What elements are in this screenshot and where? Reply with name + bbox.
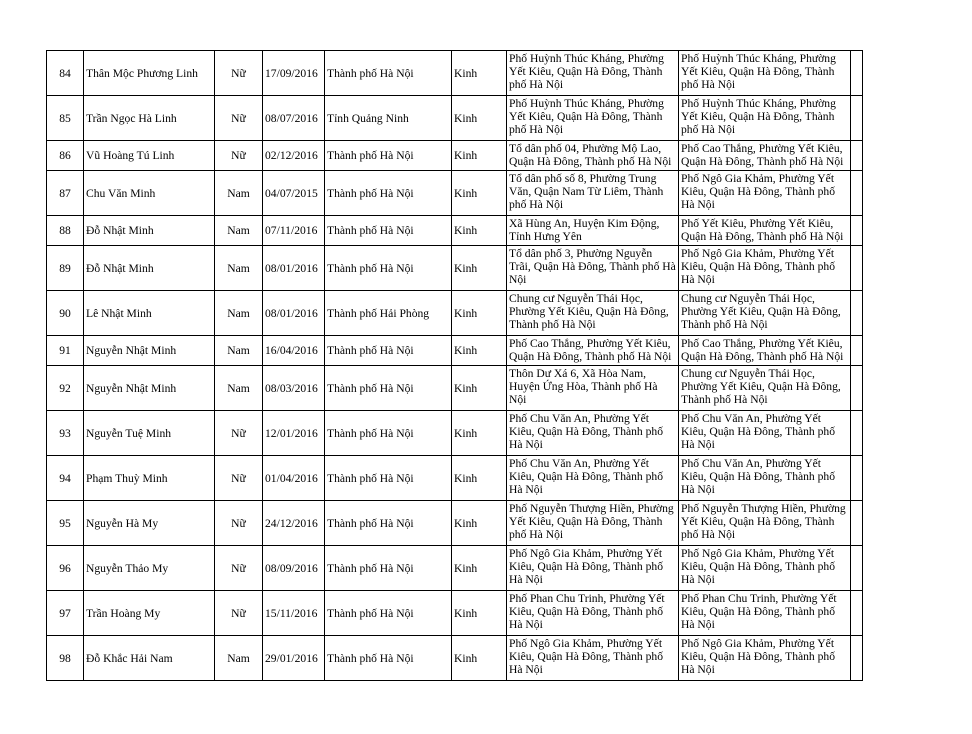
student-gender: Nam xyxy=(215,246,263,291)
note-cell xyxy=(851,291,863,336)
student-name: Nguyễn Nhật Minh xyxy=(84,366,215,411)
table-row xyxy=(47,591,863,636)
table-row xyxy=(47,456,863,501)
student-gender: Nữ xyxy=(215,591,263,636)
row-number: 94 xyxy=(47,456,84,501)
student-dob: 02/12/2016 xyxy=(263,141,325,171)
student-dob: 08/09/2016 xyxy=(263,546,325,591)
student-name: Trần Ngọc Hà Linh xyxy=(84,96,215,141)
student-dob: 08/01/2016 xyxy=(263,246,325,291)
table-row xyxy=(47,216,863,246)
student-birthplace: Thành phố Hà Nội xyxy=(325,51,452,96)
current-address: Phố Cao Thắng, Phường Yết Kiêu, Quận Hà Đông, Thành phố Hà Nội xyxy=(679,336,851,366)
student-name: Lê Nhật Minh xyxy=(84,291,215,336)
student-gender: Nữ xyxy=(215,456,263,501)
student-birthplace: Tỉnh Quảng Ninh xyxy=(325,96,452,141)
student-ethnicity: Kinh xyxy=(452,96,507,141)
student-dob: 08/07/2016 xyxy=(263,96,325,141)
note-cell xyxy=(851,591,863,636)
note-cell xyxy=(851,96,863,141)
student-gender: Nam xyxy=(215,336,263,366)
student-birthplace: Thành phố Hải Phòng xyxy=(325,291,452,336)
student-dob: 04/07/2015 xyxy=(263,171,325,216)
student-birthplace: Thành phố Hà Nội xyxy=(325,411,452,456)
student-dob: 16/04/2016 xyxy=(263,336,325,366)
row-number: 84 xyxy=(47,51,84,96)
registered-address: Phố Chu Văn An, Phường Yết Kiêu, Quận Hà Đông, Thành phố Hà Nội xyxy=(507,411,679,456)
table-row xyxy=(47,336,863,366)
row-number: 85 xyxy=(47,96,84,141)
student-birthplace: Thành phố Hà Nội xyxy=(325,591,452,636)
student-gender: Nữ xyxy=(215,141,263,171)
student-gender: Nam xyxy=(215,171,263,216)
student-dob: 29/01/2016 xyxy=(263,636,325,681)
note-cell xyxy=(851,366,863,411)
student-ethnicity: Kinh xyxy=(452,336,507,366)
current-address: Phố Ngô Gia Khảm, Phường Yết Kiêu, Quận Hà Đông, Thành phố Hà Nội xyxy=(679,546,851,591)
student-ethnicity: Kinh xyxy=(452,366,507,411)
registered-address: Chung cư Nguyễn Thái Học, Phường Yết Kiêu, Quận Hà Đông, Thành phố Hà Nội xyxy=(507,291,679,336)
registered-address: Phố Cao Thắng, Phường Yết Kiêu, Quận Hà Đông, Thành phố Hà Nội xyxy=(507,336,679,366)
registered-address: Phố Nguyễn Thượng Hiền, Phường Yết Kiêu, Quận Hà Đông, Thành phố Hà Nội xyxy=(507,501,679,546)
current-address: Chung cư Nguyễn Thái Học, Phường Yết Kiêu, Quận Hà Đông, Thành phố Hà Nội xyxy=(679,366,851,411)
registered-address: Phố Ngô Gia Khảm, Phường Yết Kiêu, Quận Hà Đông, Thành phố Hà Nội xyxy=(507,546,679,591)
table-row xyxy=(47,141,863,171)
note-cell xyxy=(851,636,863,681)
current-address: Phố Huỳnh Thúc Kháng, Phường Yết Kiêu, Quận Hà Đông, Thành phố Hà Nội xyxy=(679,96,851,141)
student-ethnicity: Kinh xyxy=(452,636,507,681)
student-gender: Nữ xyxy=(215,51,263,96)
student-dob: 01/04/2016 xyxy=(263,456,325,501)
current-address: Chung cư Nguyễn Thái Học, Phường Yết Kiêu, Quận Hà Đông, Thành phố Hà Nội xyxy=(679,291,851,336)
registered-address: Xã Hùng An, Huyện Kim Động, Tỉnh Hưng Yên xyxy=(507,216,679,246)
note-cell xyxy=(851,546,863,591)
row-number: 91 xyxy=(47,336,84,366)
registered-address: Phố Ngô Gia Khảm, Phường Yết Kiêu, Quận Hà Đông, Thành phố Hà Nội xyxy=(507,636,679,681)
student-gender: Nam xyxy=(215,636,263,681)
student-name: Phạm Thuỳ Minh xyxy=(84,456,215,501)
row-number: 98 xyxy=(47,636,84,681)
note-cell xyxy=(851,411,863,456)
registered-address: Phố Huỳnh Thúc Kháng, Phường Yết Kiêu, Quận Hà Đông, Thành phố Hà Nội xyxy=(507,51,679,96)
registered-address: Tổ dân phố 3, Phường Nguyễn Trãi, Quận Hà Đông, Thành phố Hà Nội xyxy=(507,246,679,291)
student-gender: Nữ xyxy=(215,546,263,591)
student-name: Đỗ Nhật Minh xyxy=(84,246,215,291)
table-row xyxy=(47,96,863,141)
row-number: 87 xyxy=(47,171,84,216)
student-ethnicity: Kinh xyxy=(452,246,507,291)
student-birthplace: Thành phố Hà Nội xyxy=(325,501,452,546)
student-ethnicity: Kinh xyxy=(452,456,507,501)
student-birthplace: Thành phố Hà Nội xyxy=(325,171,452,216)
student-ethnicity: Kinh xyxy=(452,411,507,456)
student-name: Nguyễn Nhật Minh xyxy=(84,336,215,366)
student-birthplace: Thành phố Hà Nội xyxy=(325,546,452,591)
row-number: 92 xyxy=(47,366,84,411)
student-dob: 07/11/2016 xyxy=(263,216,325,246)
current-address: Phố Chu Văn An, Phường Yết Kiêu, Quận Hà Đông, Thành phố Hà Nội xyxy=(679,456,851,501)
student-ethnicity: Kinh xyxy=(452,546,507,591)
table-row xyxy=(47,171,863,216)
student-birthplace: Thành phố Hà Nội xyxy=(325,141,452,171)
note-cell xyxy=(851,501,863,546)
student-dob: 17/09/2016 xyxy=(263,51,325,96)
row-number: 89 xyxy=(47,246,84,291)
student-name: Trần Hoàng My xyxy=(84,591,215,636)
student-name: Chu Văn Minh xyxy=(84,171,215,216)
registered-address: Phố Huỳnh Thúc Kháng, Phường Yết Kiêu, Quận Hà Đông, Thành phố Hà Nội xyxy=(507,96,679,141)
current-address: Phố Nguyễn Thượng Hiền, Phường Yết Kiêu, Quận Hà Đông, Thành phố Hà Nội xyxy=(679,501,851,546)
note-cell xyxy=(851,141,863,171)
student-ethnicity: Kinh xyxy=(452,171,507,216)
note-cell xyxy=(851,51,863,96)
note-cell xyxy=(851,171,863,216)
table-row xyxy=(47,501,863,546)
student-ethnicity: Kinh xyxy=(452,591,507,636)
current-address: Phố Ngô Gia Khảm, Phường Yết Kiêu, Quận Hà Đông, Thành phố Hà Nội xyxy=(679,636,851,681)
student-gender: Nam xyxy=(215,291,263,336)
registered-address: Tổ dân phố số 8, Phường Trung Văn, Quận Nam Từ Liêm, Thành phố Hà Nội xyxy=(507,171,679,216)
student-ethnicity: Kinh xyxy=(452,216,507,246)
student-dob: 24/12/2016 xyxy=(263,501,325,546)
table-row xyxy=(47,546,863,591)
student-birthplace: Thành phố Hà Nội xyxy=(325,366,452,411)
student-dob: 15/11/2016 xyxy=(263,591,325,636)
current-address: Phố Huỳnh Thúc Kháng, Phường Yết Kiêu, Quận Hà Đông, Thành phố Hà Nội xyxy=(679,51,851,96)
row-number: 95 xyxy=(47,501,84,546)
student-gender: Nữ xyxy=(215,96,263,141)
student-name: Thân Mộc Phương Linh xyxy=(84,51,215,96)
student-gender: Nam xyxy=(215,216,263,246)
student-ethnicity: Kinh xyxy=(452,501,507,546)
student-ethnicity: Kinh xyxy=(452,51,507,96)
student-dob: 08/01/2016 xyxy=(263,291,325,336)
row-number: 86 xyxy=(47,141,84,171)
table-row xyxy=(47,291,863,336)
registered-address: Phố Chu Văn An, Phường Yết Kiêu, Quận Hà Đông, Thành phố Hà Nội xyxy=(507,456,679,501)
student-name: Đỗ Nhật Minh xyxy=(84,216,215,246)
registered-address: Phố Phan Chu Trinh, Phường Yết Kiêu, Quận Hà Đông, Thành phố Hà Nội xyxy=(507,591,679,636)
student-birthplace: Thành phố Hà Nội xyxy=(325,456,452,501)
row-number: 93 xyxy=(47,411,84,456)
table-row xyxy=(47,411,863,456)
row-number: 96 xyxy=(47,546,84,591)
note-cell xyxy=(851,246,863,291)
student-gender: Nữ xyxy=(215,501,263,546)
student-ethnicity: Kinh xyxy=(452,141,507,171)
student-gender: Nam xyxy=(215,366,263,411)
student-roster-table xyxy=(46,50,863,681)
roster-body xyxy=(47,51,863,681)
student-ethnicity: Kinh xyxy=(452,291,507,336)
current-address: Phố Phan Chu Trinh, Phường Yết Kiêu, Quận Hà Đông, Thành phố Hà Nội xyxy=(679,591,851,636)
row-number: 90 xyxy=(47,291,84,336)
current-address: Phố Yết Kiêu, Phường Yết Kiêu, Quận Hà Đông, Thành phố Hà Nội xyxy=(679,216,851,246)
student-name: Nguyễn Tuệ Minh xyxy=(84,411,215,456)
current-address: Phố Cao Thắng, Phường Yết Kiêu, Quận Hà Đông, Thành phố Hà Nội xyxy=(679,141,851,171)
registered-address: Tổ dân phố 04, Phường Mộ Lao, Quận Hà Đông, Thành phố Hà Nội xyxy=(507,141,679,171)
current-address: Phố Chu Văn An, Phường Yết Kiêu, Quận Hà Đông, Thành phố Hà Nội xyxy=(679,411,851,456)
registered-address: Thôn Dư Xá 6, Xã Hòa Nam, Huyện Ứng Hòa, Thành phố Hà Nội xyxy=(507,366,679,411)
table-row xyxy=(47,246,863,291)
student-birthplace: Thành phố Hà Nội xyxy=(325,246,452,291)
student-gender: Nữ xyxy=(215,411,263,456)
student-birthplace: Thành phố Hà Nội xyxy=(325,216,452,246)
row-number: 88 xyxy=(47,216,84,246)
note-cell xyxy=(851,216,863,246)
row-number: 97 xyxy=(47,591,84,636)
current-address: Phố Ngô Gia Khảm, Phường Yết Kiêu, Quận Hà Đông, Thành phố Hà Nội xyxy=(679,246,851,291)
student-birthplace: Thành phố Hà Nội xyxy=(325,336,452,366)
note-cell xyxy=(851,456,863,501)
student-birthplace: Thành phố Hà Nội xyxy=(325,636,452,681)
student-name: Nguyễn Thảo My xyxy=(84,546,215,591)
table-row xyxy=(47,51,863,96)
table-row xyxy=(47,366,863,411)
current-address: Phố Ngô Gia Khảm, Phường Yết Kiêu, Quận Hà Đông, Thành phố Hà Nội xyxy=(679,171,851,216)
student-name: Nguyễn Hà My xyxy=(84,501,215,546)
student-name: Đỗ Khắc Hải Nam xyxy=(84,636,215,681)
student-name: Vũ Hoàng Tú Linh xyxy=(84,141,215,171)
student-dob: 08/03/2016 xyxy=(263,366,325,411)
student-dob: 12/01/2016 xyxy=(263,411,325,456)
table-row xyxy=(47,636,863,681)
note-cell xyxy=(851,336,863,366)
